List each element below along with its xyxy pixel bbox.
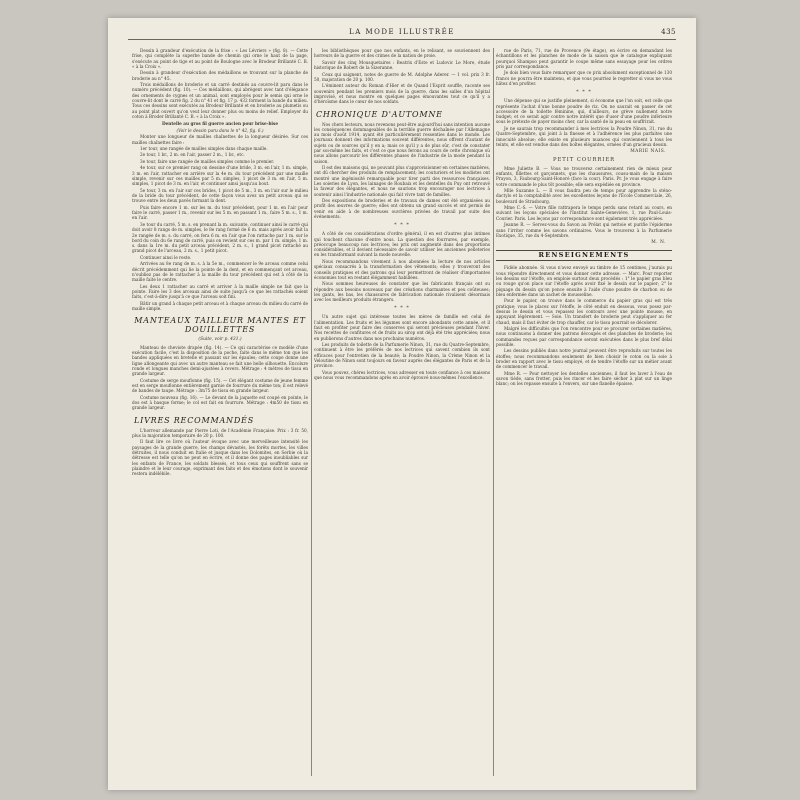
paragraph: Les dessins publiés dans notre journal peuvent être reproduits sur toutes les étoffes; nous recommandons seulement de bien choisir le coton ou la soie à broder en rapport avec le tissu employé, et de tendre l'étoffe sur un métier avant de commencer le travail. — [496, 348, 672, 370]
page-number: 435 — [661, 28, 676, 36]
paragraph: Arrivées au 8e rang de m. s. à la 5e m., commencer le 9e arceau comme celui décrit précédemment qui lie la pointe de la dent, et en commençant cet arceau, n'oubliez pas de le rattacher à la maille du tour précédent qui est à côté de la maille faite le centre. — [132, 261, 308, 283]
paragraph: Puis faire encore 1 m. sur les m. du tour précédent, pour 1 m. en l'air pour faire le carré, passer 1 m., revenir sur les 5 m. en passant 1 m., faire 5 m. s., 1 m. en l'air. — [132, 204, 308, 221]
magazine-page — [108, 18, 696, 790]
signature: M. N. — [651, 240, 666, 246]
paragraph: Je dois bien vous faire remarquer que ce prix absolument exceptionnel de 130 francs ne pourra être maintenu, et que vous pourriez le regretter si vous ne vous hâtez d'en profiter. — [496, 70, 672, 86]
dentelle-heading: Dentelle au gros fil guerre ancien pour brise-bise — [162, 121, 278, 127]
paragraph: 3e tour, faire une rangée de mailles simples comme le premier. — [140, 158, 275, 164]
paragraph: Costume de serge mouflonne (fig. 15). — Cet élégant costume de jeune femme est en serge mouflonne entièrement garnie de fourrure du même ton; il est relevé de bandes de taupe. Métrage : 3m75 de tissu en grande largeur. — [132, 377, 308, 394]
manteaux-heading: MANTEAUX TAILLEUR MANTES ET DOUILLETTES — [134, 316, 306, 335]
paragraph: Costume nouveau (fig. 16). — Le devant de la jaquette est coupé en pointe, le dos est à basque forme; le col est fait en fourrure. Métrage : 4m50 de tissu en grande largeur. — [132, 394, 308, 411]
signature: MARIE NAIS. — [630, 149, 666, 155]
paragraph: Savoir des cinq Mousquetaires : Beatrix d'Este et Ludovic Le More, étude historique de Robert de la Sizeranne. — [314, 59, 490, 71]
paragraph: Monter une longueur de mailles chaînettes de la longueur désirée. Sur ces mailles chaînettes faire : — [132, 134, 308, 145]
column-right — [496, 48, 672, 776]
paragraph: Des expositions de broderies et de travaux de dames ont été organisées au profit des œuvres de guerre; elles ont obtenu un grand succès et ont permis de venir en aide à de nombreuses ouvrières privées de travail par suite des événements. — [314, 198, 490, 219]
section-ornament: * * * — [394, 222, 410, 229]
paragraph: L'horreur allemande par Pierre Loti, de l'Académie Française. Prix : 3 fr. 50, plus la majoration temporaire de 20 p. 100. — [132, 427, 308, 438]
paragraph: Mme Juliette B. — Vous ne trouverez certainement rien de mieux pour enfants, fillettes et garçonnets, que les chaussures, cousu-main de la maison Prayon, 3, Faubourg-Saint-Honoré (face la cour). Paris. Pr. Je vous engage à faire votre commande le plus tôt possible; elle sera expédiée en province. — [496, 165, 672, 187]
renseignements-heading: RENSEIGNEMENTS — [496, 250, 672, 261]
paragraph: les bibliothèques pour que nos enfants, en le relisant, se souviennent des horreurs de la guerre et des crimes de la nation de proie. — [314, 48, 490, 59]
paragraph: 2e tour, 1 br., 2 m. en l'air, passer 2 m., 1 br., etc. — [140, 152, 245, 158]
paragraph: Mlle Suzanne L. — Il vous faudra peu de temps pour apprendre la sténo-dactylo et la comptabilité avec les excellentes leçons de l'École Commerciale, 26, boulevard de Strasbourg. — [496, 188, 672, 204]
paragraph: 3e tour du carré, 5 m. s. en prenant la m. suivante, continuer ainsi le carré qui doit avoir 8 rangs de m. simples, le 8e rang formé de 6 m. mais après avoir fait la 2e rangée de m. s. du carré, on fera 6 m. en l'air que l'on rattache par 1 m. sur le bord du coin du 6e rang de carré, puis on revient sur ces m. par 1 m. simple, 1 m. s. dans la 1re m. du petit arceau précédent, 2 m. s., 1 grand picot rattaché au grand picot de l'arceau, 2 m. s., 1 petit picot. — [132, 221, 308, 254]
paragraph: Mme C.-S. — Votre fille rattrapera le temps perdu sans retard au cours, en suivant les leçons spéciales de l'Institut Sainte-Geneviève, 1, rue Paul-Louis-Courier. Paris. Les leçons par correspondance sont également très appréciées. — [496, 205, 672, 221]
paragraph: Je ne saurais trop recommander à mes lectrices la Poudre Ninon, 31, rue du Quatre-Septembre, qui joint à la finesse et à l'adhérence les plus parfaites une innocuité absolue; elle existe en plusieurs nuances qui conviennent à tous les teints, et elle est vendue dans des boîtes élégantes, ornées d'un gracieux dessin. — [496, 125, 672, 147]
column-rule — [311, 48, 312, 776]
paragraph: Une dépense qui se justifie pleinement, si économe que l'on soit, est celle que représente l'achat d'une bonne poudre de riz. On ne saurait en passer de cet accessoire de la toilette féminine, qui, d'ailleurs, ne grève nullement notre budget; et ce serait agir contre notre intérêt que d'user d'une poudre inférieure sous le prétexte de payer moins cher, car la santé de la peau en souffrirait. — [496, 98, 672, 125]
paragraph: Ceux qui saignent, notes de guerre de M. Adolphe Aderer. — 1 vol. prix 3 fr. 50, majoration de 20 p. 100. — [314, 71, 490, 82]
paragraph: Malgré les difficultés que l'on rencontre pour se procurer certaines matières, nous continuons à donner des patrons découpés et des planches de broderie; les commandes reçues par correspondance seront exécutées dans le plus bref délai possible. — [496, 326, 672, 347]
paragraph: 4e tour, sur ce premier rang on dessine d'une bride, 3 m. en l'air, 1 m. simple, 3 m. en l'air, rattacher en arrière sur la 4e m. du tour précédent par une maille simple, revenir sur ces mailles par 5 m. simples, 1 picot de 3 m. en l'air, 5 m. simples, 1 picot de 3 m. en l'air, et continuer ainsi jusqu'au bout. — [132, 165, 308, 187]
paragraph: Il faut lire ce livre où l'auteur évoque avec une merveilleuse intensité les paysages de la grande guerre, les champs dévastés, les forêts mortes, les villes détruites, il nous conduit en Italie et jusque dans les Dolomites, en Serbie où la détresse est telle qu'on ne peut en écrire, et il donne des pages inoubliables sur les enfants de France, les soldats blessés, et tous ceux qui souffrent sans se plaindre et le leur courage, exprimant des faits et des émotions dont le souvenir restera indélébile. — [132, 439, 308, 477]
paragraph: Manteau de cheviote drapée (fig. 14). — Ce qui caractérise ce modèle d'une exécution facile, c'est la disposition de la poche, faite dans le même ton que les bandes appliquées en bretelle et passant sur les épaules; cette coupe donne une ligne allongeante qui avec un autre manteau se fait une belle silhouette. Encolure ronde et longues manches demi-ajustées à revers. Métrage : 4 mètres de tissu en grande largeur. — [132, 344, 308, 377]
paragraph: Les deux 1 rattacher au carré et arriver à la maille simple ne fait que la pointe. Faire les 3 des arceaux ainsi de suite jusqu'à ce que les rattachés soient faits, c'est-à-dire jusqu'à ce que l'arceau soit fini. — [132, 283, 308, 300]
livres-heading: LIVRES RECOMMANDÉS — [134, 415, 254, 425]
paragraph: Dessin à grandeur d'exécution des médaillons se trouvant sur la planche de broderie au n° 45. — [132, 70, 308, 81]
paragraph: Nous sommes heureuses de constater que les fabricants français ont su répondre aux besoins nouveaux par des créations charmantes et peu coûteuses; les gants, les bas, les chaussures de fabrication nationale rivalisent désormais avec les meilleurs produits étrangers. — [314, 281, 490, 303]
paragraph: L'éminent auteur du Roman d'Hier et de Quand l'Esprit souffle, raconte ses souvenirs pendant les premiers mois de la guerre, dans les salles d'un hôpital improvisé, et nous montre en quelques pages émouvantes tout ce qu'il y a d'héroïsme dans le cœur de nos soldats. — [314, 83, 490, 105]
column-middle — [314, 48, 490, 776]
paragraph: Fidèle abonnée. Si vous n'avez envoyé au timbre de 15 centimes, j'aurais pu vous répondre directement et vous donner cette adresse. — Marc. Pour reporter les dessins sur l'étoffe, on emploie surtout deux procédés : 1° le papier gras bleu ou rouge qu'on place sur l'étoffe après avoir fixé le dessin sur le papier; 2° le piquage du dessin qu'on ponce ensuite à l'aide d'une poudre de charbon ou de bleu enfermée dans un sachet de mousseline. — [496, 265, 672, 297]
manteaux-subheading: (Suite, voir p. 431.) — [198, 337, 242, 343]
section-ornament: * * * — [576, 89, 592, 96]
running-head — [128, 26, 676, 40]
section-ornament: * * * — [394, 305, 410, 312]
paragraph: Il est des maisons qui, ne pouvant plus s'approvisionner en certaines matières, ont dû chercher des produits de remplacement; les couturiers et les modistes ont montré une ingéniosité remarquable pour tirer parti des ressources françaises. Les soieries de Lyon, les lainages de Roubaix et les dentelles du Puy ont retrouvé la faveur des élégantes, et nous ne saurions trop encourager nos lectrices à soutenir ainsi l'industrie nationale qui fait vivre tant de familles. — [314, 165, 490, 197]
paragraph: Jeanne R. — Servez-vous du Savon au Prélat qui nettoie et purifie l'épiderme sans l'irriter comme les savons ordinaires. Vous le trouverez à la Parfumerie Exotique, 35, rue du 4-Septembre. — [496, 222, 672, 238]
paragraph: Continuer ainsi le reste. — [140, 254, 192, 260]
paragraph: Nos chers lecteurs, nous revenons peut-être aujourd'hui sans intention aucune les conséquences dommageables de la terrible guerre déchaînée par l'Allemagne au mois d'août 1914, ayant été particulièrement ressenties dans le monde. Les journaux donnent des informations souvent différentes, nous offrent d'autant de sujets ou de sources qu'il y en a; mais ce qu'il y a de plus sûr, c'est de constater par soi-même les faits, et c'est ce que nous ferons au cours de cette chronique où nous allons parcourir les différentes phases de l'industrie de la mode pendant la saison. — [314, 121, 490, 164]
paragraph: Vous pouvez, chères lectrices, vous adresser en toute confiance à ces maisons que nous vous recommandons après en avoir éprouvé nous-mêmes l'excellence. — [314, 369, 490, 381]
dentelle-subheading: (Voir le dessin paru dans le n° 42, fig. 6.) — [176, 127, 264, 133]
paragraph: Les produits de toilette de la Parfumerie Ninon, 31, rue du Quatre-Septembre, continuent à être les préférés de nos lectrices qui savent combien ils sont efficaces pour l'entretien de la beauté; la Poudre Ninon, la Crème Ninon et la Veloutine de Ninon sont toujours en faveur auprès des élégantes de Paris et de la province. — [314, 342, 490, 369]
journal-title: LA MODE ILLUSTRÉE — [349, 28, 455, 36]
paragraph: A côté de ces considérations d'ordre général, il en est d'autres plus intimes qui touchent chacune d'entre nous. La question des fourrures, par exemple, préoccupe beaucoup nos lectrices; les prix ont augmenté dans des proportions considérables, et il devient nécessaire de savoir utiliser les anciennes pelleteries en les transformant suivant la mode nouvelle. — [314, 231, 490, 258]
paragraph: Nous recommandons vivement à nos abonnées la lecture de nos articles spéciaux consacrés à la transformation des vêtements; elles y trouveront des conseils pratiques et des patrons qui leur permettront de réaliser d'importantes économies tout en restant élégamment habillées. — [314, 258, 490, 280]
paragraph: Dessin à grandeur d'exécution de la frise : « Les Lévriers » (fig. 8). — Cette frise, qui complète la superbe bande de chemin qui orne le haut de la page, s'exécute au point de tige et au point de Boulogne avec le Brodeur Brillanté C. B. « à la Croix ». — [132, 48, 308, 69]
paragraph: Pour le papier, on trouve dans le commerce du papier gras qui est très pratique; vous le placez sur l'étoffe, le côté enduit en dessous, vous posez par-dessus le dessin et vous repassez les contours avec une pointe mousse, en appuyant légèrement. — Soie. Un transfert de broderie peut s'appliquer au fer chaud, mais il faut éviter de trop chauffer, car le tissu pourrait se décolorer. — [496, 298, 672, 325]
chronique-heading: CHRONIQUE D'AUTOMNE — [316, 109, 443, 119]
column-left — [132, 48, 308, 776]
paragraph: Mme R. — Pour nettoyer les dentelles anciennes, il faut les laver à l'eau de savon tiède, sans frotter, puis les rincer et les faire sécher à plat sur un linge blanc; on les repasse ensuite à l'envers, sur une flanelle épaisse. — [496, 370, 672, 387]
paragraph: Un autre sujet qui intéresse toutes les mères de famille est celui de l'alimentation. Les fruits et les légumes sont encore abondants cette année, et il faut en profiter pour faire des conserves qui seront précieuses pendant l'hiver. Nos recettes de confitures et de fruits au sirop ont déjà été très appréciées; nous en publierons d'autres dans nos prochains numéros. — [314, 314, 490, 341]
paragraph: Trois médaillons de broderie et un carré destinés au couvre-lit paru dans le numéro précédent (fig. 10). — Ces médaillons, qui abrègent avec tant d'élégance des ornements de cygnes et un animal, sont employés pour le semis qui orne le couvre-lit dont le carré fig. 2 du n° 41 et fig. 17 p. 432 forment la bande du milieu. Tous ces dessins sont exécutés au Brodeur Brillanté et en broderie au plumetis ou au point plat ouvert qu'on veut leur donner plus ou moins de relief. Employer du coton à Broder Brillanté C. B. « à la Croix ». — [132, 82, 308, 119]
paragraph: 1er tour, une rangée de mailles simples dans chaque maille. — [140, 145, 268, 151]
courrier-heading: PETIT COURRIER — [552, 157, 616, 164]
paragraph: rue de Paris, 71, rue de Provence (9e étage), en écrire en demandant les échantillons et les planches de mode de la saison que le catalogue expliquant pourquoi Shampoo peut garantir le coupe même sans essayage pour les ordres pris par correspondance. — [496, 48, 672, 69]
paragraph: Bâtir un grand à chaque petit arceau et à chaque arceau du milieu du carré de maille simple. — [132, 300, 308, 312]
paragraph: 5e tour, 3 m. en l'air sur ces brides, 1 picot de 5 m., 3 m. en l'air sur le milieu de la bride du tour précédent, de cette façon vous avez un petit arceau qui se trouve entre les deux pavés formant la dent. — [132, 187, 308, 204]
column-rule — [493, 48, 494, 776]
